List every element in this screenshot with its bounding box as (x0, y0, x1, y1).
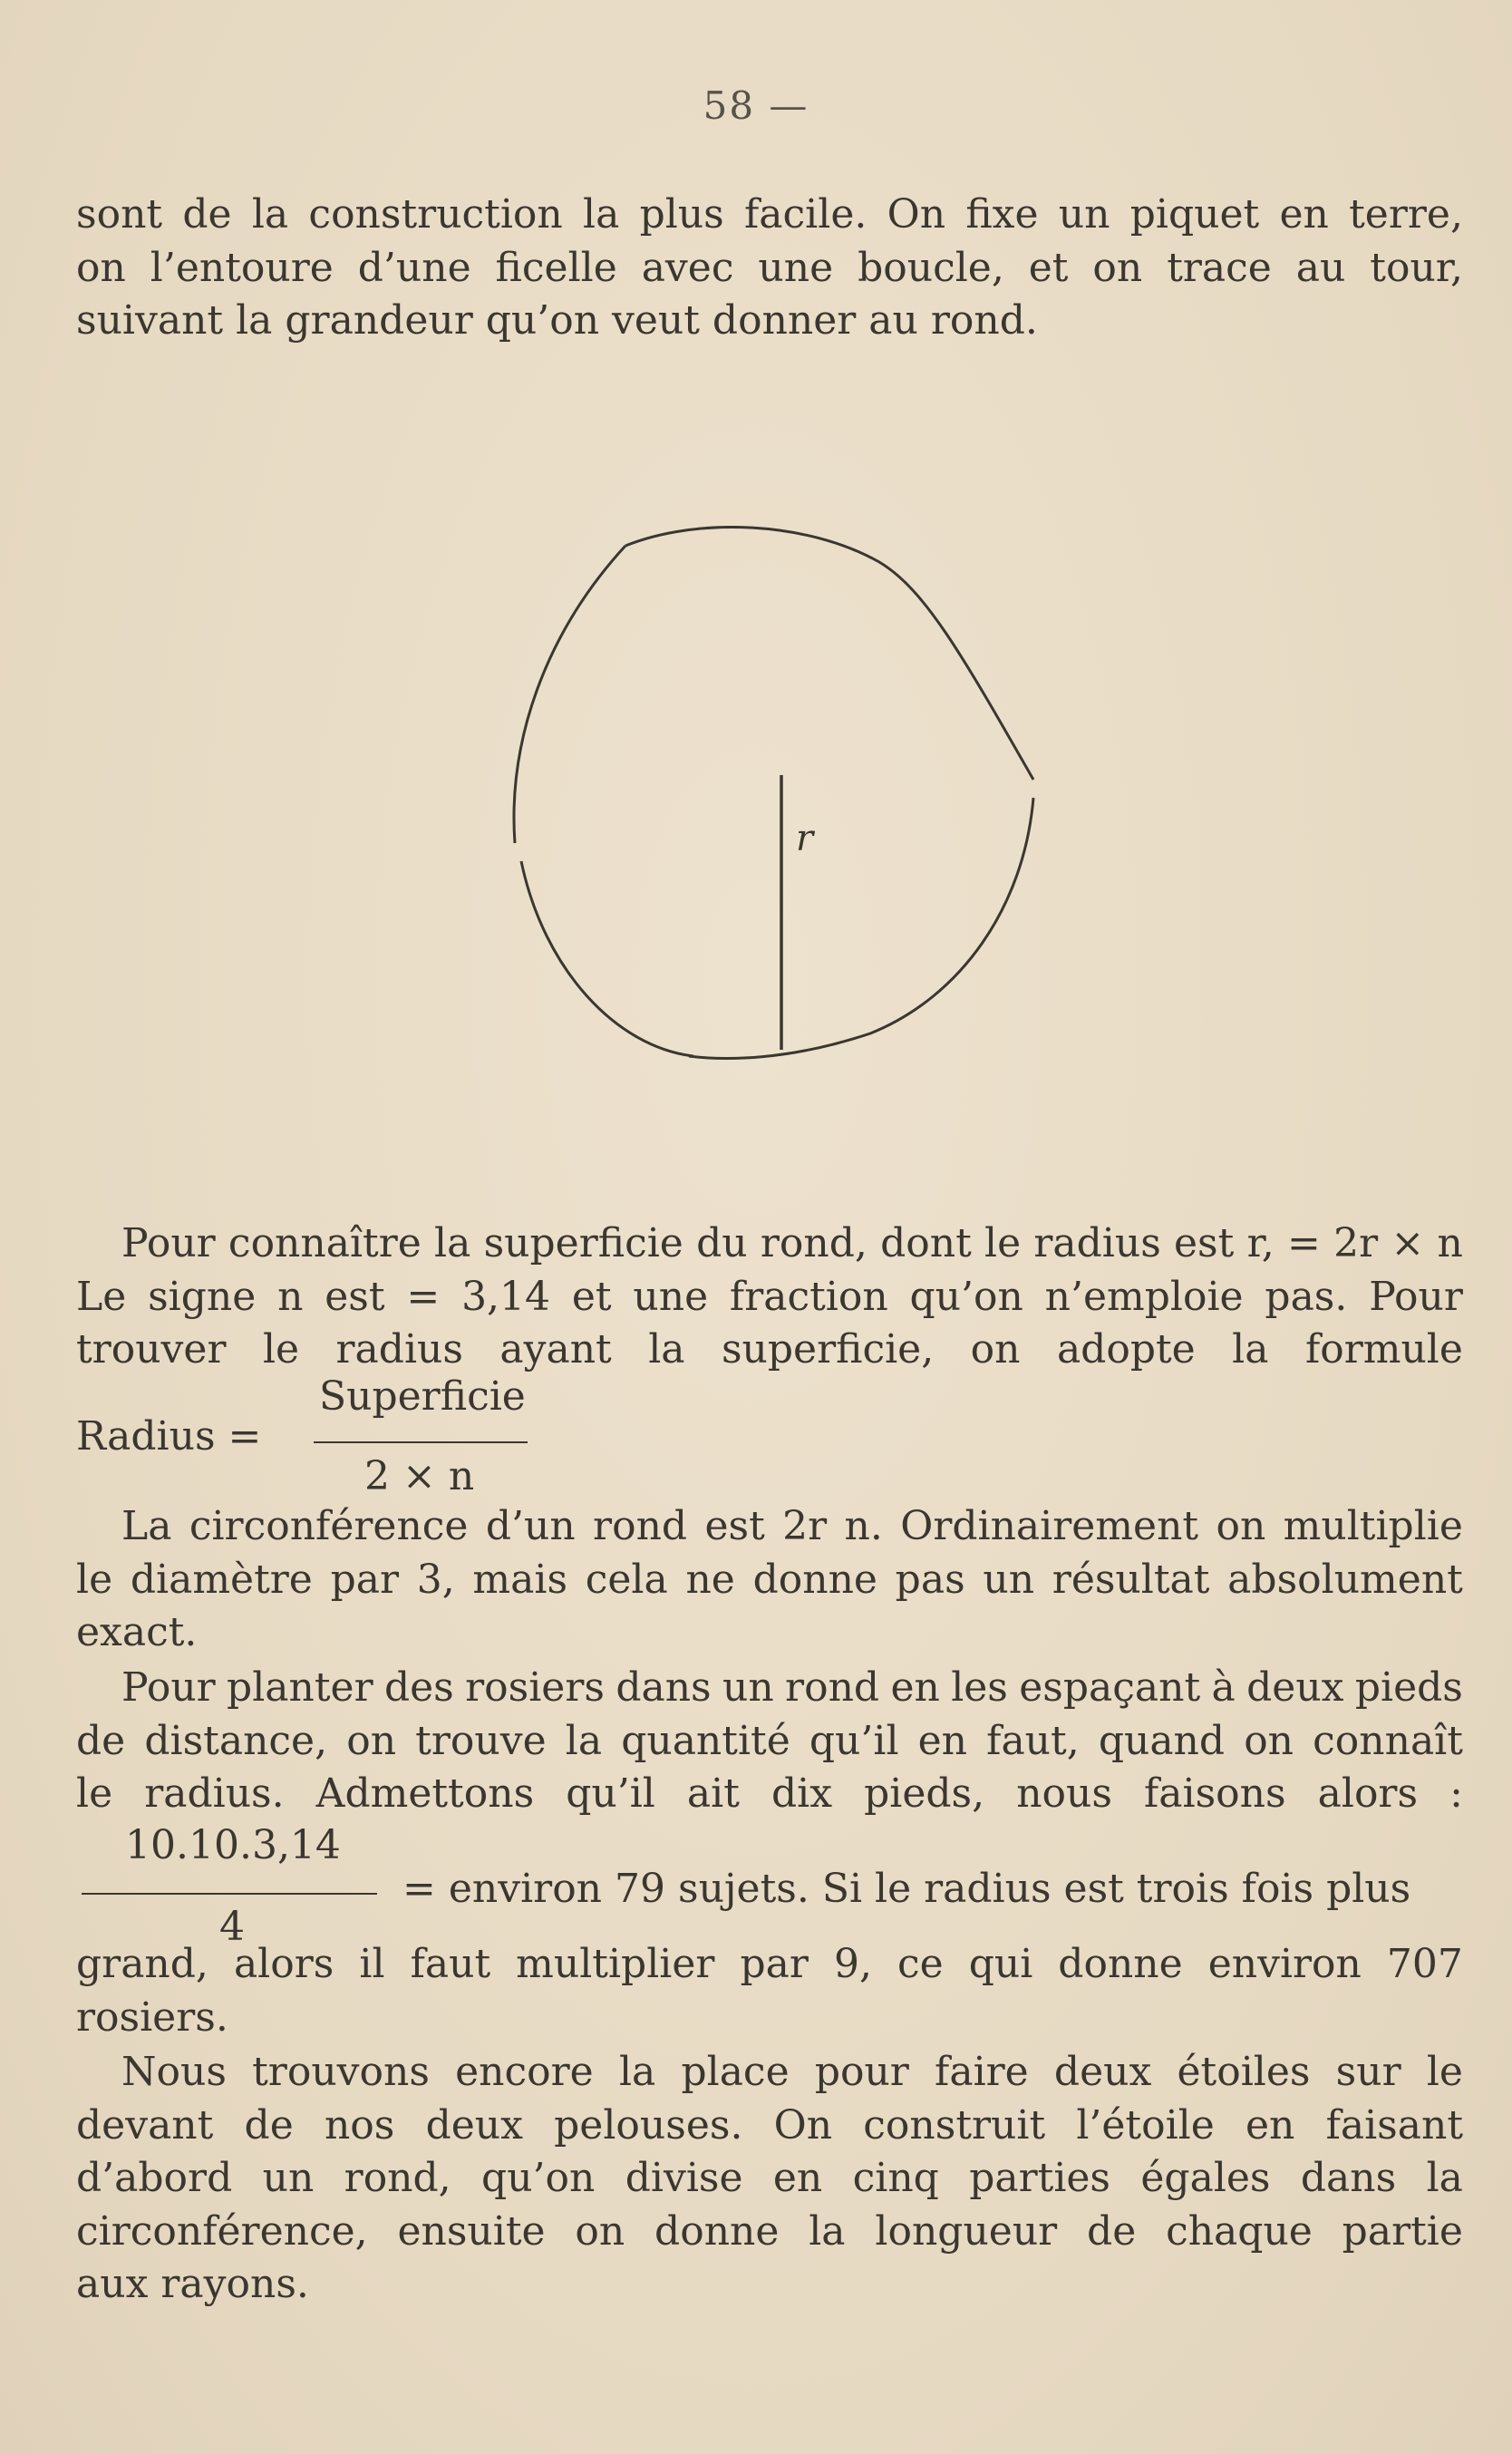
text-line: rosiers. (76, 1993, 228, 2041)
formula-roses (76, 1822, 1463, 1950)
text-line: trouver le radius ayant la superficie, on adopte la formule (76, 1326, 1463, 1372)
paragraph-roses (76, 1662, 1463, 1821)
formula-lhs: Radius = (76, 1413, 262, 1460)
text-line: de distance, on trouve la quantité qu’il en faut, quand on connaît (76, 1717, 1463, 1764)
text-line: Pour connaître la superficie du rond, dont le radius est r, = 2r × n (121, 1220, 1463, 1266)
text-line: sont de la construction la plus facile. On fixe un piquet en terre, (76, 191, 1463, 238)
formula-radius (76, 1373, 1463, 1509)
text-line: le radius. Admettons qu’il ait dix pieds, nous faisons alors : (76, 1770, 1463, 1817)
paragraph-surface (76, 1217, 1463, 1377)
text-line: d’abord un rond, qu’on divise en cinq parties égales dans la (76, 2155, 1463, 2201)
text-line: Pour planter des rosiers dans un rond en les espaçant à deux pieds (121, 1664, 1463, 1711)
circle-figure (489, 526, 1070, 1088)
paragraph-multiply (76, 1938, 1463, 2044)
paragraph-circumference (76, 1500, 1463, 1660)
text-line: aux rayons. (76, 2261, 309, 2307)
formula-numerator: Superficie (319, 1373, 526, 1420)
text-line: devant de nos deux pelouses. On construit l’étoile en faisant (76, 2101, 1463, 2148)
text-line: grand, alors il faut multiplier par 9, ce qui donne environ 707 (76, 1941, 1463, 1987)
paragraph-stars (76, 2046, 1463, 2312)
text-line: exact. (76, 1609, 198, 1655)
radius-label: r (796, 818, 814, 859)
formula-numerator: 10.10.3,14 (125, 1822, 341, 1868)
text-line: suivant la grandeur qu’on veut donner au rond. (76, 297, 1038, 344)
fraction-bar (314, 1441, 528, 1443)
formula-rhs: = environ 79 sujets. Si le radius est trois fois plus (402, 1866, 1411, 1912)
paragraph-intro (76, 189, 1463, 348)
text-line: Nous trouvons encore la place pour faire deux étoiles sur le (121, 2049, 1463, 2095)
formula-denominator: 4 (219, 1904, 245, 1950)
text-line: Le signe n est = 3,14 et une fraction qu’on n’emploie pas. Pour (76, 1273, 1463, 1320)
circle-diagram (489, 526, 1070, 1088)
formula-denominator: 2 × n (364, 1453, 475, 1499)
text-line: La circonférence d’un rond est 2r n. Ordinairement on multiplie (121, 1503, 1463, 1549)
text-line: circonférence, ensuite on donne la longueur de chaque partie (76, 2207, 1463, 2255)
text-line: on l’entoure d’une ficelle avec une boucle, et on trace au tour, (76, 244, 1463, 291)
fraction-bar (82, 1893, 377, 1895)
page-number: 58 — (703, 83, 809, 128)
text-line: le diamètre par 3, mais cela ne donne pas un résultat absolument (76, 1556, 1463, 1603)
